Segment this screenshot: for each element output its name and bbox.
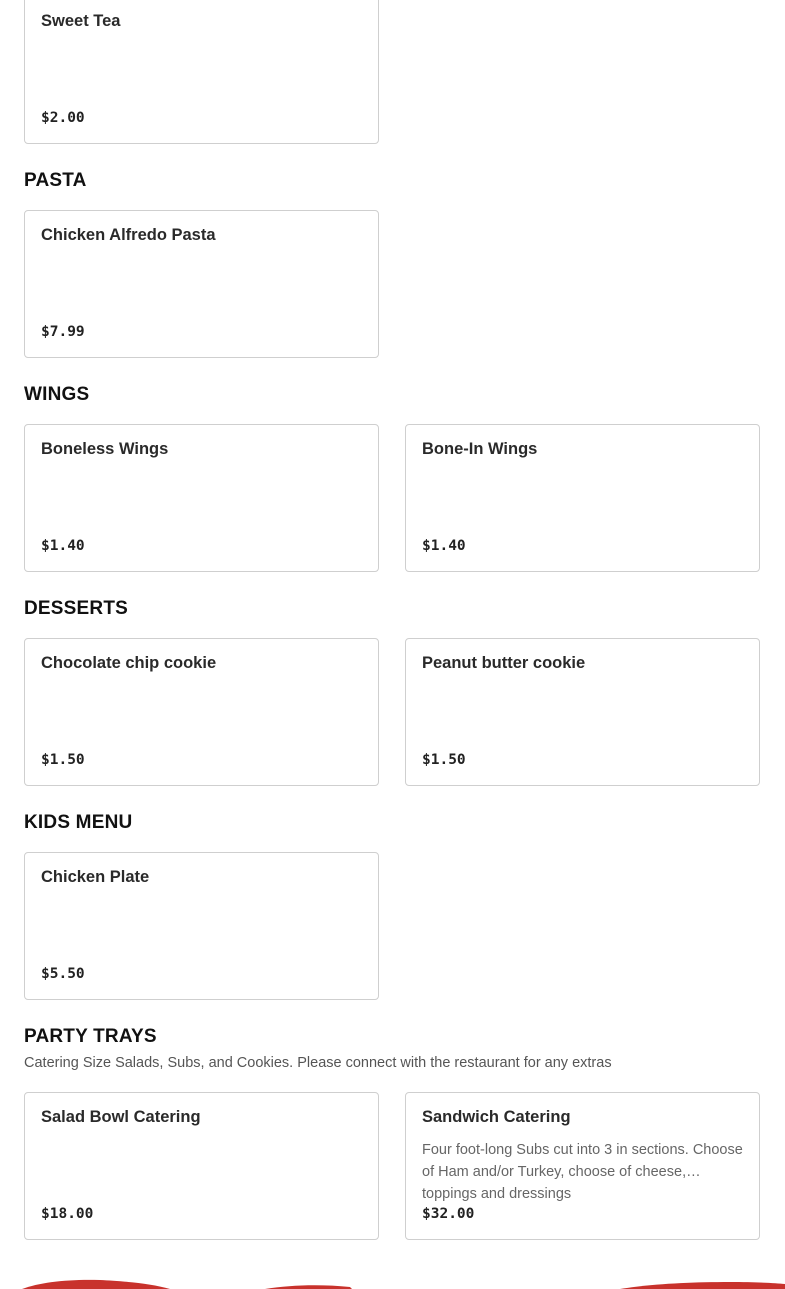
menu-item-card[interactable] — [24, 210, 379, 358]
menu-item-name: Chocolate chip cookie — [41, 654, 217, 672]
menu-item-price: $7.99 — [41, 324, 85, 340]
brush-stroke-left — [22, 1280, 170, 1289]
menu-item-name: Chicken Plate — [41, 868, 150, 886]
menu-item-price: $5.50 — [41, 966, 85, 982]
menu-item-description: Four foot-long Subs cut into 3 in sections. Choose of Ham and/or Turkey, choose of cheese, toppings and dressings — [422, 1142, 743, 1202]
menu-item-card[interactable] — [24, 0, 379, 144]
menu-item-card[interactable] — [405, 424, 760, 572]
menu-item-name: Salad Bowl Catering — [41, 1108, 201, 1126]
menu-item-name: Sandwich Catering — [422, 1108, 571, 1126]
menu-item-price: $1.40 — [422, 538, 466, 554]
brush-stroke-right — [620, 1282, 785, 1289]
menu-item-name: Boneless Wings — [41, 440, 169, 458]
menu-item-price: $1.40 — [41, 538, 85, 554]
section-title-party-trays: PARTY TRAYS — [24, 1026, 157, 1047]
section-description: Catering Size Salads, Subs, and Cookies. Please connect with the restaurant for any extras — [24, 1055, 612, 1071]
menu-item-price: $2.00 — [41, 110, 85, 126]
menu-item-name: Sweet Tea — [41, 12, 121, 30]
menu-item-card[interactable] — [405, 638, 760, 786]
section-title-wings: WINGS — [24, 384, 90, 405]
menu-item-name: Peanut butter cookie — [422, 654, 586, 672]
section-title-pasta: PASTA — [24, 170, 87, 191]
section-title-desserts: DESSERTS — [24, 598, 129, 619]
menu-item-card[interactable] — [24, 638, 379, 786]
menu-item-name: Chicken Alfredo Pasta — [41, 226, 216, 244]
menu-item-card[interactable] — [24, 424, 379, 572]
section-title-kids-menu: KIDS MENU — [24, 812, 133, 833]
brush-stroke-middle — [265, 1285, 352, 1289]
menu-item-price: $1.50 — [422, 752, 466, 768]
menu-item-name: Bone-In Wings — [422, 440, 538, 458]
menu-item-card[interactable] — [24, 1092, 379, 1240]
menu-item-price: $1.50 — [41, 752, 85, 768]
footer-brush-decoration — [0, 1274, 785, 1289]
menu-item-card[interactable] — [24, 852, 379, 1000]
menu-item-price: $32.00 — [422, 1206, 475, 1222]
menu-item-card[interactable] — [405, 1092, 760, 1240]
menu-item-price: $18.00 — [41, 1206, 94, 1222]
